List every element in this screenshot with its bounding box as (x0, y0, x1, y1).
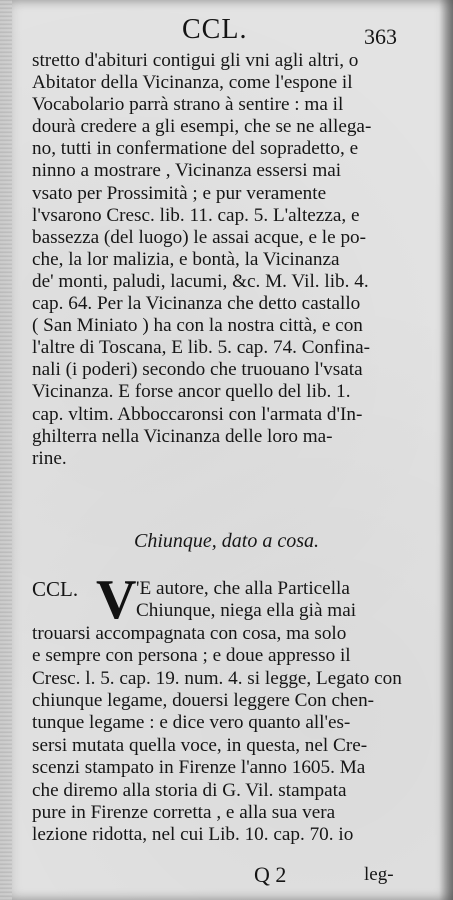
text-line: e sempre con persona ; e doue appresso il (32, 645, 351, 667)
text-line: l'vsarono Cresc. lib. 11. cap. 5. L'altezza, e (32, 204, 360, 226)
text-line: bassezza (del luogo) le assai acque, e le po- (32, 226, 367, 248)
running-head: CCL. (182, 14, 248, 45)
text-line: che diremo alla storia di G. Vil. stampata (32, 779, 347, 801)
section-second-line: Chiunque, niega ella già mai (136, 600, 357, 622)
page-header (0, 8, 453, 52)
text-line: Abitator della Vicinanza, come l'espone il (32, 72, 353, 94)
text-line: dourà credere a gli esempi, che se ne allega- (32, 116, 372, 138)
page-number: 363 (364, 24, 397, 49)
catchword: leg- (364, 864, 394, 885)
text-line: l'altre di Toscana, E lib. 5. cap. 74. Confina- (32, 337, 370, 359)
page-edge-left (0, 0, 12, 900)
text-line: no, tutti in confermatione del sopradetto, e (32, 138, 359, 160)
section-body (32, 623, 402, 847)
section-sub-heading: Chiunque, dato a cosa. (134, 530, 319, 552)
body-text (32, 50, 428, 470)
text-line: Vocabolario parrà strano à sentire : ma il (32, 94, 344, 116)
text-line: ( San Miniato ) ha con la nostra città, e con (32, 315, 363, 337)
text-line: sersi mutata quella voce, in questa, nel Cre- (32, 734, 368, 756)
text-line: pure in Firenze corretta , e alla sua vera (32, 801, 336, 823)
text-line: scenzi stampato in Firenze l'anno 1605. Ma (32, 757, 366, 779)
section-first-line: 'E autore, che alla Particella (136, 578, 350, 599)
text-line: Cresc. l. 5. cap. 19. num. 4. si legge, Legato con (32, 667, 402, 689)
text-line: lezione ridotta, nel cui Lib. 10. cap. 70. io (32, 824, 354, 846)
signature-mark: Q 2 (254, 862, 287, 887)
text-line: chiunque legame, douersi leggere Con chen- (32, 689, 375, 711)
text-line: ninno a mostrare , Vicinanza essersi mai (32, 160, 342, 182)
text-line: stretto d'abituri contigui gli vni agli altri, o (32, 50, 359, 71)
text-line: trouarsi accompagnata con cosa, ma solo (32, 622, 347, 644)
page-gutter-shadow (439, 0, 453, 900)
text-line: che, la lor malizia, e bontà, la Vicinanza (32, 248, 340, 270)
text-line: Vicinanza. E forse ancor quello del lib. 1. (32, 381, 351, 403)
text-line: cap. 64. Per la Vicinanza che detto castallo (32, 293, 361, 315)
text-line: cap. vltim. Abboccaronsi con l'armata d'In- (32, 403, 363, 425)
text-line: ghilterra nella Vicinanza delle loro ma- (32, 425, 333, 447)
section-label: CCL. (32, 577, 79, 601)
text-line: vsato per Prossimità ; e pur veramente (32, 182, 327, 204)
text-line: rine. (32, 447, 67, 469)
text-line: tunque legame : e dice vero quanto all'es- (32, 712, 351, 734)
text-line: de' monti, paludi, lacumi, &c. M. Vil. lib. 4. (32, 270, 369, 292)
page-footer (0, 862, 453, 892)
text-line: nali (i poderi) secondo che truouano l'vsata (32, 359, 363, 381)
drop-cap: V (96, 569, 137, 631)
